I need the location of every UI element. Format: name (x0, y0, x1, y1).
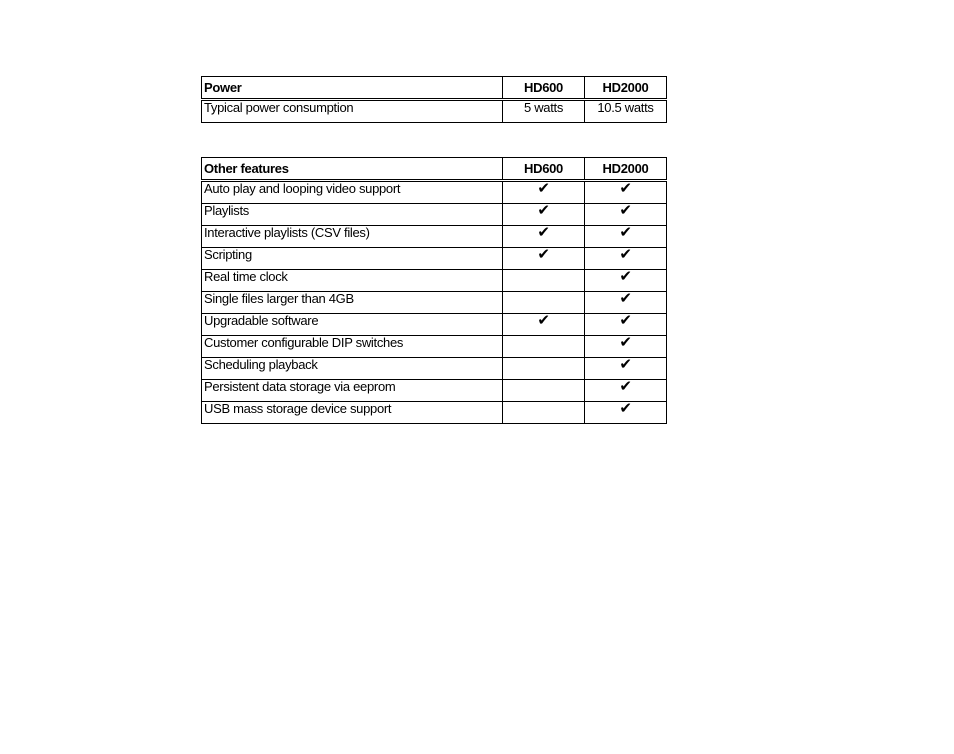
feature-name: Scheduling playback (202, 358, 503, 380)
power-row-hd2000: 10.5 watts (585, 100, 667, 123)
feature-hd600-cell (503, 270, 585, 292)
feature-hd2000-cell (585, 181, 667, 204)
table-row (202, 336, 667, 358)
feature-hd2000-cell (585, 270, 667, 292)
power-row-feature: Typical power consumption (202, 100, 503, 123)
feature-hd2000-cell (585, 380, 667, 402)
feature-hd600-cell (503, 292, 585, 314)
checkmark-icon: ✔ (619, 180, 632, 197)
table-row (202, 270, 667, 292)
checkmark-icon: ✔ (619, 335, 632, 351)
table-row (202, 100, 667, 123)
feature-hd2000-cell (585, 402, 667, 424)
feature-name: Upgradable software (202, 314, 503, 336)
feature-hd600-cell (503, 380, 585, 402)
feature-hd2000-cell (585, 358, 667, 380)
feature-hd2000-cell (585, 336, 667, 358)
power-header-label: Power (202, 77, 503, 100)
table-row (202, 226, 667, 248)
feature-name: Real time clock (202, 270, 503, 292)
checkmark-icon: ✔ (537, 180, 550, 197)
feature-hd2000-cell (585, 248, 667, 270)
power-row-hd600: 5 watts (503, 100, 585, 123)
feature-name: Customer configurable DIP switches (202, 336, 503, 358)
table-row (202, 181, 667, 204)
checkmark-icon: ✔ (619, 313, 632, 329)
feature-hd600-cell (503, 402, 585, 424)
table-row (202, 292, 667, 314)
checkmark-icon: ✔ (537, 313, 550, 329)
checkmark-icon: ✔ (537, 247, 550, 263)
table-row (202, 204, 667, 226)
checkmark-icon: ✔ (619, 401, 632, 417)
feature-hd600-cell (503, 181, 585, 204)
table-row (202, 248, 667, 270)
power-header-hd2000: HD2000 (585, 77, 667, 100)
features-header-hd2000: HD2000 (585, 158, 667, 181)
feature-hd2000-cell (585, 226, 667, 248)
feature-hd600-cell (503, 358, 585, 380)
power-header-hd600: HD600 (503, 77, 585, 100)
feature-name: Persistent data storage via eeprom (202, 380, 503, 402)
feature-name: USB mass storage device support (202, 402, 503, 424)
feature-hd2000-cell (585, 204, 667, 226)
features-header-label: Other features (202, 158, 503, 181)
feature-name: Auto play and looping video support (202, 181, 503, 204)
table-row (202, 380, 667, 402)
checkmark-icon: ✔ (619, 247, 632, 263)
feature-hd600-cell (503, 226, 585, 248)
checkmark-icon: ✔ (537, 225, 550, 241)
features-table-body (202, 181, 667, 424)
checkmark-icon: ✔ (619, 379, 632, 395)
feature-hd600-cell (503, 314, 585, 336)
table-row (202, 314, 667, 336)
feature-name: Interactive playlists (CSV files) (202, 226, 503, 248)
checkmark-icon: ✔ (619, 357, 632, 373)
feature-hd600-cell (503, 204, 585, 226)
checkmark-icon: ✔ (619, 291, 632, 307)
feature-hd2000-cell (585, 292, 667, 314)
table-row (202, 358, 667, 380)
checkmark-icon: ✔ (619, 269, 632, 285)
feature-name: Scripting (202, 248, 503, 270)
feature-name: Playlists (202, 204, 503, 226)
checkmark-icon: ✔ (537, 203, 550, 219)
feature-hd2000-cell (585, 314, 667, 336)
feature-hd600-cell (503, 336, 585, 358)
checkmark-icon: ✔ (619, 203, 632, 219)
feature-name: Single files larger than 4GB (202, 292, 503, 314)
feature-hd600-cell (503, 248, 585, 270)
features-table-header-row (202, 158, 667, 181)
checkmark-icon: ✔ (619, 225, 632, 241)
table-row (202, 402, 667, 424)
power-table (201, 76, 667, 123)
power-table-header-row (202, 77, 667, 100)
features-table (201, 157, 667, 424)
features-header-hd600: HD600 (503, 158, 585, 181)
